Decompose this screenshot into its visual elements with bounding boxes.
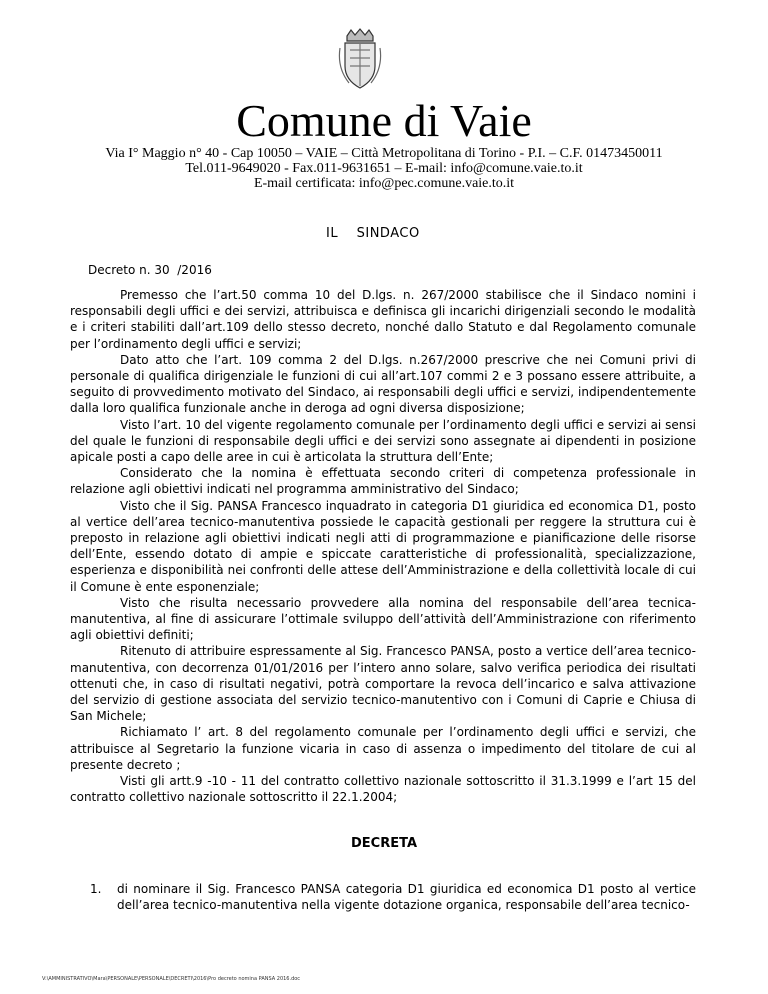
paragraph: Ritenuto di attribuire espressamente al Sig. Francesco PANSA, posto a vertice dell’area tecnico-manutentiva, con decorrenza 01/01/2016 per l’intero anno solare, salvo verifica periodica dei risultati ottenuti che, in caso di risultati negativi, potrà comportare la revoca dell’incarico e salva attivazione del servizio di gestione associata del servizio tecnico-manutentivo con i Comuni di Caprie e Chiusa di San Michele; xyxy=(70,644,696,724)
paragraph: Considerato che la nomina è effettuata secondo criteri di competenza professionale in relazione agli obiettivi indicati nel programma amministrativo del Sindaco; xyxy=(70,466,696,497)
decreta-list xyxy=(90,881,696,913)
decree-number: Decreto n. 30 /2016 xyxy=(88,263,212,277)
paragraph: Visto che il Sig. PANSA Francesco inquadrato in categoria D1 giuridica ed economica D1, posto al vertice dell’area tecnico-manutentiva possiede le capacità gestionali per reggere la struttura cui è preposto in relazione agli obiettivi indicati negli atti di programmazione e pianificazione delle risorse dell’Ente, essendo dotato di ampie e spiccate caratteristiche di professionalità, specializzazione, esperienza e disponibilità nei confronti delle attese dell’Amministrazione e della collettività locale di cui il Comune è ente esponenziale; xyxy=(70,498,696,594)
town-name: Comune di Vaie xyxy=(236,95,532,146)
decreta-heading: DECRETA xyxy=(350,836,418,851)
list-item-number: 1. xyxy=(90,882,102,896)
paragraph: Visto che risulta necessario provvedere alla nomina del responsabile dell’area tecnica-manutentiva, al fine di assicurare l’ottimale sviluppo dell’attività dell’Amministrazione con riferimento agli obiettivi definiti; xyxy=(70,595,696,643)
coat-of-arms-icon xyxy=(337,28,383,92)
address-line: Via I° Maggio n° 40 - Cap 10050 – VAIE – Città Metropolitana di Torino - P.I. – C.F. 01473450011 xyxy=(105,146,663,161)
paragraph: Visti gli artt.9 -10 - 11 del contratto collettivo nazionale sottoscritto il 31.3.1999 e l’art 15 del contratto collettivo nazionale sottoscritto il 22.1.2004; xyxy=(70,774,696,805)
preamble-body xyxy=(70,287,696,806)
contact-line: Tel.011-9649020 - Fax.011-9631651 – E-mail: info@comune.vaie.to.it xyxy=(185,161,583,176)
paragraph: Visto l’art. 10 del vigente regolamento comunale per l’ordinamento degli uffici e servizi ai sensi del quale le funzioni di responsabile degli uffici e dei servizi sono assegnate ai dipendenti in posizione apicale posti a capo delle aree in cui è articolata la struttura dell’Ente; xyxy=(70,417,696,465)
paragraph: Richiamato l’ art. 8 del regolamento comunale per l’ordinamento degli uffici e servizi, che attribuisce al Segretario la funzione vicaria in caso di assenza o impedimento del titolare de cui al presente decreto ; xyxy=(70,725,696,772)
list-item-text: di nominare il Sig. Francesco PANSA categoria D1 giuridica ed economica D1 posto al vertice dell’area tecnico-manutentiva nella vigente dotazione organica, responsabile dell’area tecnico- xyxy=(117,882,696,913)
footer-file-path: V:\AMMINISTRATIVO\Mara\PERSONALE\PERSONALE\DECRETI\2016\Pro decreto nomina PANSA 2016.doc xyxy=(42,976,301,982)
document-heading: IL SINDACO xyxy=(326,226,420,241)
list-item xyxy=(90,881,696,913)
pec-email-line: E-mail certificata: info@pec.comune.vaie.to.it xyxy=(253,176,515,191)
paragraph: Dato atto che l’art. 109 comma 2 del D.lgs. n.267/2000 prescrive che nei Comuni privi di personale di qualifica dirigenziale le funzioni di cui all’art.107 commi 2 e 3 possano essere attribuite, a seguito di provvedimento motivato del Sindaco, ai responsabili degli uffici e servizi, indipendentemente dalla loro qualifica funzionale anche in deroga ad ogni diversa disposizione; xyxy=(70,352,696,416)
paragraph: Premesso che l’art.50 comma 10 del D.lgs. n. 267/2000 stabilisce che il Sindaco nomini i responsabili degli uffici e dei servizi, attribuisca e definisca gli incarichi dirigenziali secondo le modalità e i criteri stabiliti dall’art.109 dello stesso decreto, nonché dallo Statuto e dal Regolamento comunale per l’ordinamento degli uffici e servizi; xyxy=(70,288,696,351)
